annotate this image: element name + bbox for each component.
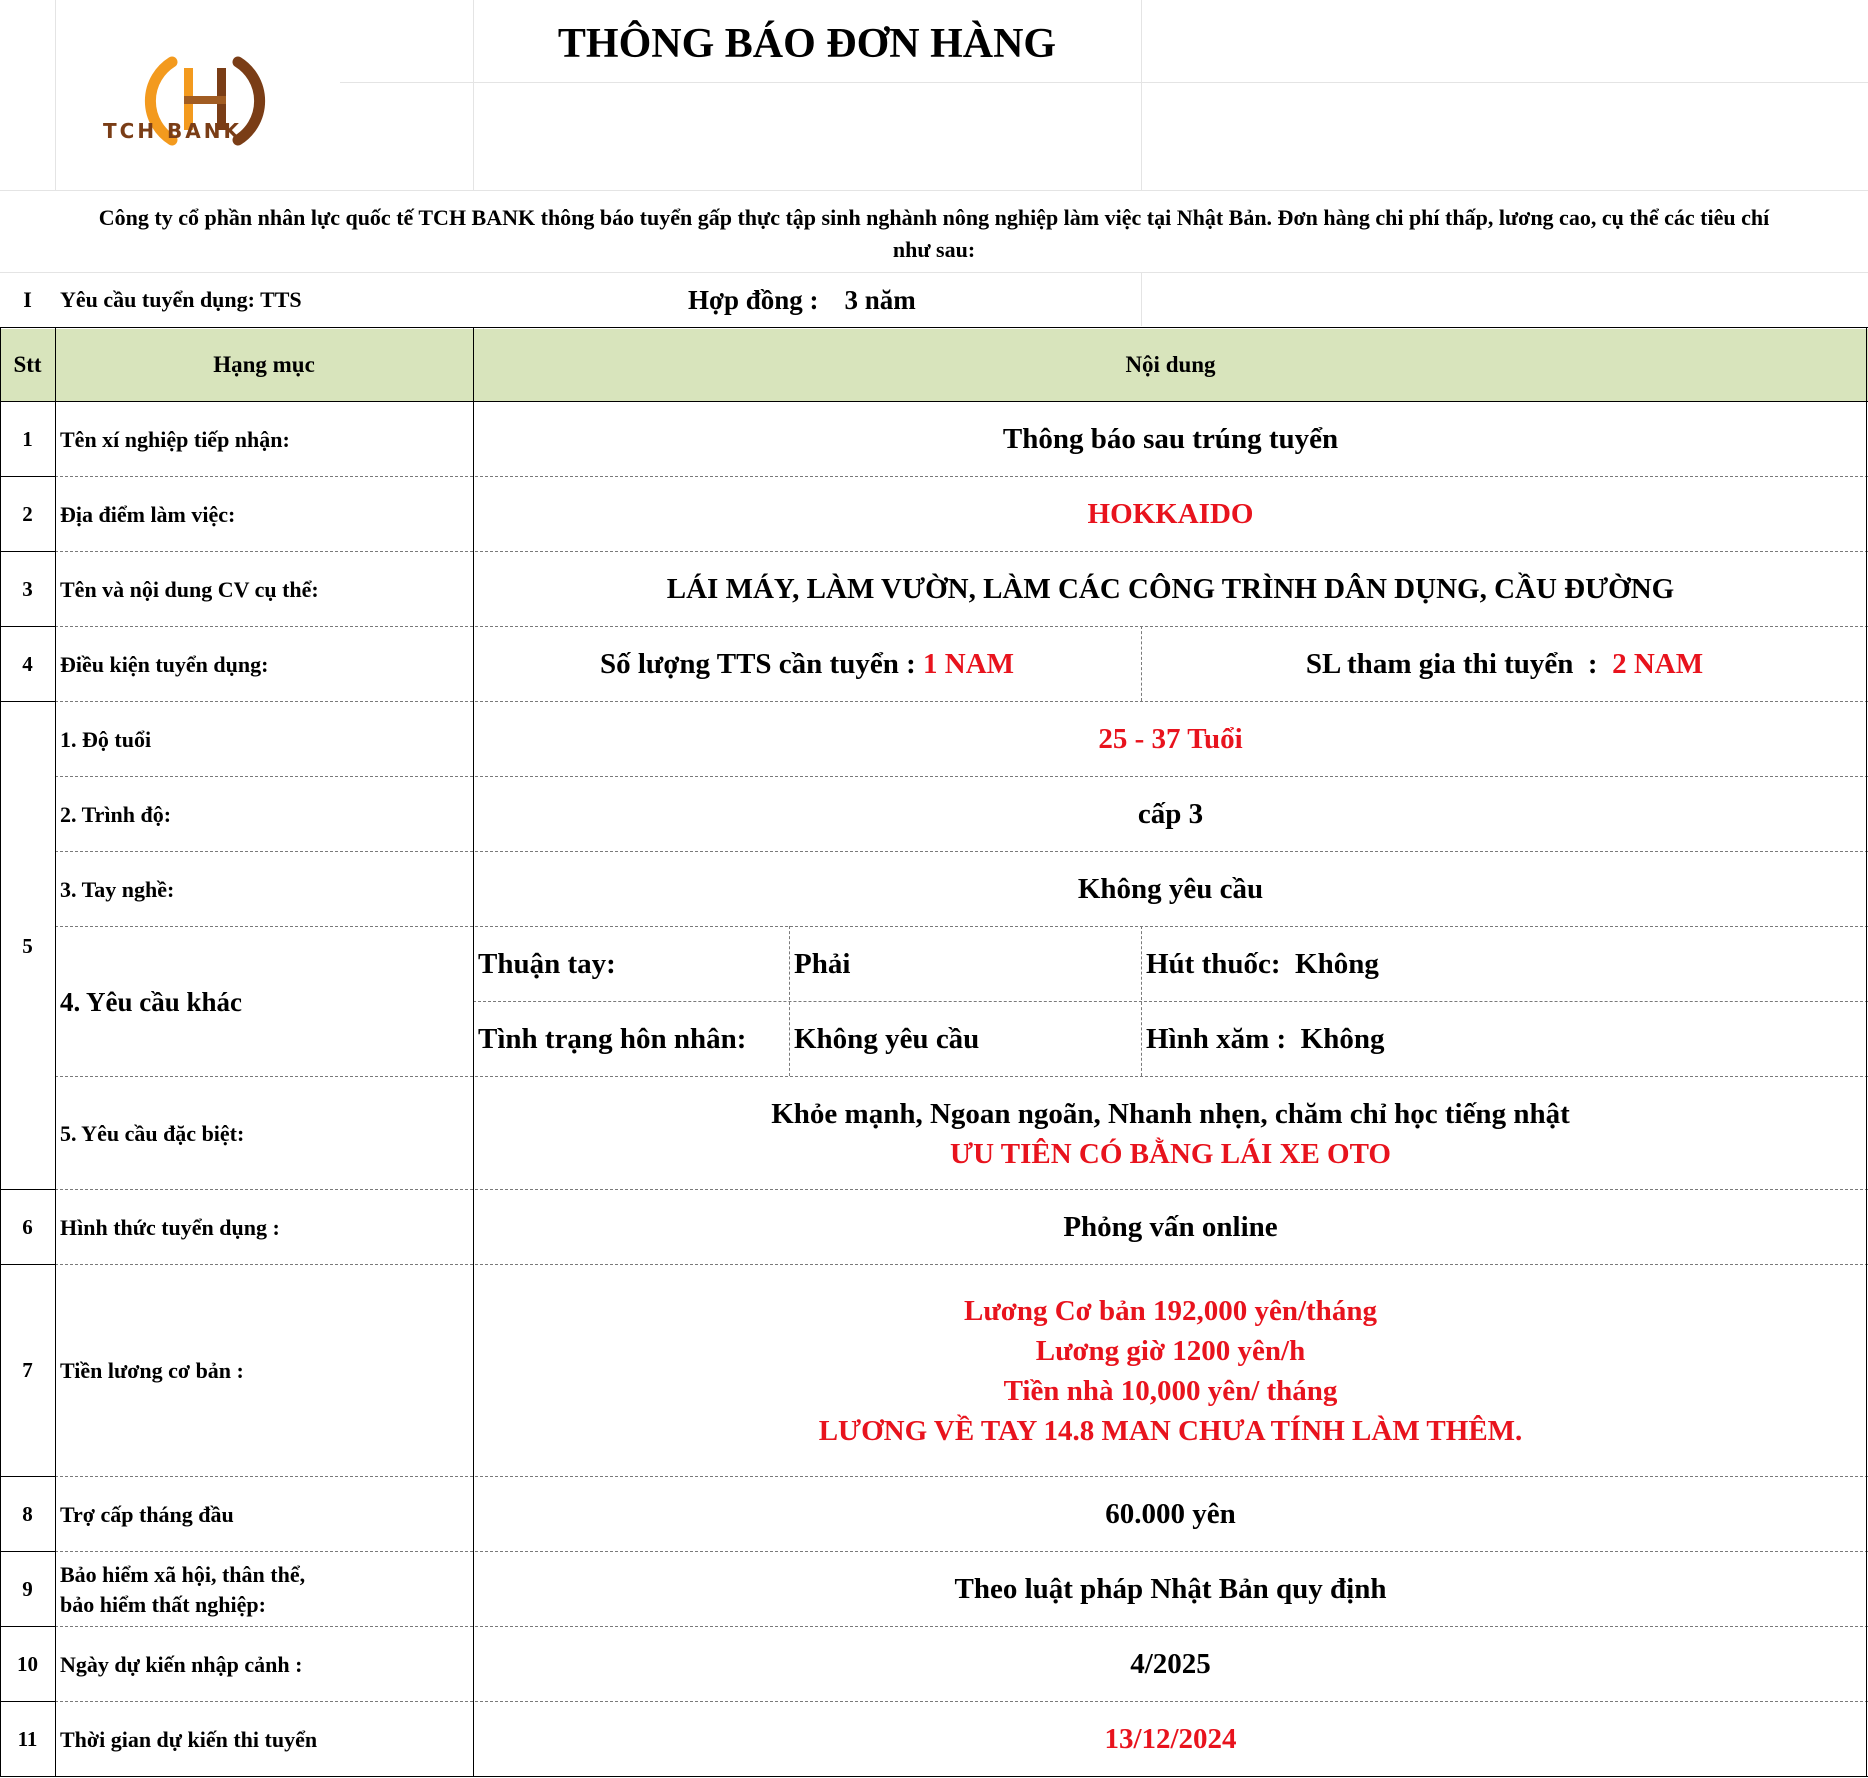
row-9-item-line-1: Bảo hiểm xã hội, thân thể, <box>60 1561 306 1587</box>
gridline <box>55 0 56 190</box>
row-5-stt: 5 <box>22 933 33 958</box>
table-border <box>55 1189 1868 1190</box>
row-6-item: Hình thức tuyển dụng : <box>60 1214 280 1240</box>
table-border <box>0 1626 55 1627</box>
intro-text <box>0 196 1868 272</box>
table-border <box>55 327 56 1777</box>
exam-quantity-value: 2 NAM <box>1612 648 1704 680</box>
row-9-stt: 9 <box>22 1577 33 1601</box>
col-header-item: Hạng mục <box>213 352 315 377</box>
salary-line-1: Lương Cơ bản 192,000 yên/tháng <box>964 1294 1377 1327</box>
section-label: Yêu cầu tuyển dụng: TTS <box>60 287 302 312</box>
other-requirements-label: 4. Yêu cầu khác <box>60 986 243 1017</box>
row-10-content: 4/2025 <box>1130 1648 1211 1680</box>
marital-status-value: Không yêu cầu <box>794 1023 980 1055</box>
age-value: 25 - 37 Tuổi <box>1098 723 1243 755</box>
row-8-content: 60.000 yên <box>1105 1498 1236 1530</box>
age-label: 1. Độ tuổi <box>60 726 152 752</box>
row-6-content: Phỏng vấn online <box>1063 1211 1278 1243</box>
education-label: 2. Trình độ: <box>60 801 172 827</box>
row-10-item: Ngày dự kiến nhập cảnh : <box>60 1651 303 1677</box>
row-3-item: Tên và nội dung CV cụ thể: <box>60 576 319 602</box>
special-requirements-line-1: Khỏe mạnh, Ngoan ngoãn, Nhanh nhẹn, chăm chỉ học tiếng nhật <box>771 1097 1570 1130</box>
table-border <box>473 327 474 1777</box>
special-requirements-line-2: ƯU TIÊN CÓ BẰNG LÁI XE OTO <box>950 1137 1391 1170</box>
row-7-stt: 7 <box>22 1358 33 1382</box>
col-header-content: Nội dung <box>1125 352 1216 377</box>
row-9-item <box>55 1553 473 1626</box>
table-border <box>0 701 55 702</box>
table-border <box>0 1189 55 1190</box>
table-border <box>1141 626 1142 701</box>
page-title: THÔNG BÁO ĐƠN HÀNG <box>557 21 1057 67</box>
table-border <box>0 1476 55 1477</box>
row-8-stt: 8 <box>22 1502 33 1526</box>
recruit-quantity-value: 1 NAM <box>923 648 1015 680</box>
table-border <box>55 626 1868 627</box>
row-2-content: HOKKAIDO <box>1087 498 1254 530</box>
marital-status-label: Tình trạng hôn nhân: <box>478 1023 747 1055</box>
row-3-stt: 3 <box>22 577 33 601</box>
contract-info <box>688 274 1088 326</box>
gridline <box>0 272 1868 273</box>
table-border <box>55 776 1868 777</box>
table-border <box>1141 926 1142 1076</box>
table-border <box>0 626 55 627</box>
table-border <box>0 327 1868 328</box>
gridline <box>0 190 1868 191</box>
table-border <box>55 1626 1868 1627</box>
table-border <box>55 1701 1868 1702</box>
special-requirements-label: 5. Yêu cầu đặc biệt: <box>60 1120 245 1146</box>
salary-line-2: Lương giờ 1200 yên/h <box>1035 1334 1306 1367</box>
recruit-quantity <box>473 628 1141 701</box>
table-border <box>55 1476 1868 1477</box>
row-11-content: 13/12/2024 <box>1104 1723 1237 1755</box>
row-1-item: Tên xí nghiệp tiếp nhận: <box>60 426 290 452</box>
intro-line-2: như sau: <box>892 237 976 262</box>
row-3-content: LÁI MÁY, LÀM VƯỜN, LÀM CÁC CÔNG TRÌNH DÂN DỤNG, CẦU ĐƯỜNG <box>666 573 1675 605</box>
salary-details <box>473 1266 1868 1475</box>
table-border <box>0 1776 1868 1777</box>
row-8-item: Trợ cấp tháng đầu <box>60 1501 234 1527</box>
row-6-stt: 6 <box>22 1215 33 1239</box>
table-border <box>0 401 1868 402</box>
gridline <box>340 82 1868 83</box>
row-2-stt: 2 <box>22 502 33 526</box>
intro-line-1: Công ty cổ phần nhân lực quốc tế TCH BANK thông báo tuyển gấp thực tập sinh nghành nông nghiệp làm việc tại Nhật Bản. Đơn hàng chi phí thấp, lương cao, cụ thể các tiêu chí <box>98 205 1770 230</box>
row-4-item: Điều kiện tuyển dụng: <box>60 651 269 677</box>
table-border <box>55 1076 1868 1077</box>
row-9-content: Theo luật pháp Nhật Bản quy định <box>954 1573 1387 1605</box>
table-border <box>55 851 1868 852</box>
skill-label: 3. Tay nghề: <box>60 876 175 902</box>
smoking-requirement: Hút thuốc: Không <box>1146 948 1379 980</box>
table-border <box>0 551 55 552</box>
table-border <box>1866 327 1867 1777</box>
contract-value: 3 năm <box>844 284 916 315</box>
gridline <box>1141 272 1142 326</box>
row-11-item: Thời gian dự kiến thi tuyển <box>60 1726 318 1752</box>
table-border <box>789 926 790 1076</box>
table-border <box>0 476 55 477</box>
table-border <box>55 1551 1868 1552</box>
row-9-item-line-2: bảo hiểm thất nghiệp: <box>60 1591 266 1617</box>
row-1-stt: 1 <box>22 427 33 451</box>
tattoo-requirement: Hình xăm : Không <box>1146 1023 1385 1055</box>
exam-quantity <box>1141 628 1868 701</box>
handedness-label: Thuận tay: <box>478 948 616 980</box>
row-11-stt: 11 <box>17 1727 38 1751</box>
section-number: I <box>23 287 32 312</box>
education-value: cấp 3 <box>1137 798 1204 830</box>
special-requirements-content <box>473 1078 1868 1189</box>
table-border <box>55 926 1868 927</box>
table-border <box>0 1551 55 1552</box>
row-4-stt: 4 <box>22 652 33 676</box>
row-1-content: Thông báo sau trúng tuyển <box>1002 423 1339 455</box>
table-border <box>473 1001 1868 1002</box>
recruit-quantity-label: Số lượng TTS cần tuyển : <box>599 648 923 680</box>
contract-label: Hợp đồng : <box>688 284 819 315</box>
table-border <box>55 476 1868 477</box>
table-border <box>0 327 1 1777</box>
salary-line-3: Tiền nhà 10,000 yên/ tháng <box>1003 1374 1338 1407</box>
table-border <box>0 1264 55 1265</box>
handedness-value: Phải <box>794 948 851 980</box>
table-border <box>55 1264 1868 1265</box>
logo-text: TCH BANK <box>103 119 242 143</box>
salary-line-4: LƯƠNG VỀ TAY 14.8 MAN CHƯA TÍNH LÀM THÊM. <box>818 1414 1523 1447</box>
table-border <box>55 701 1868 702</box>
row-7-item: Tiền lương cơ bản : <box>60 1357 244 1383</box>
col-header-stt: Stt <box>13 352 42 377</box>
row-10-stt: 10 <box>17 1652 38 1676</box>
exam-quantity-label: SL tham gia thi tuyển : <box>1305 648 1613 680</box>
row-2-item: Địa điểm làm việc: <box>60 501 236 527</box>
table-border <box>55 551 1868 552</box>
skill-value: Không yêu cầu <box>1077 873 1264 905</box>
table-border <box>0 1701 55 1702</box>
gridline <box>1141 0 1142 190</box>
